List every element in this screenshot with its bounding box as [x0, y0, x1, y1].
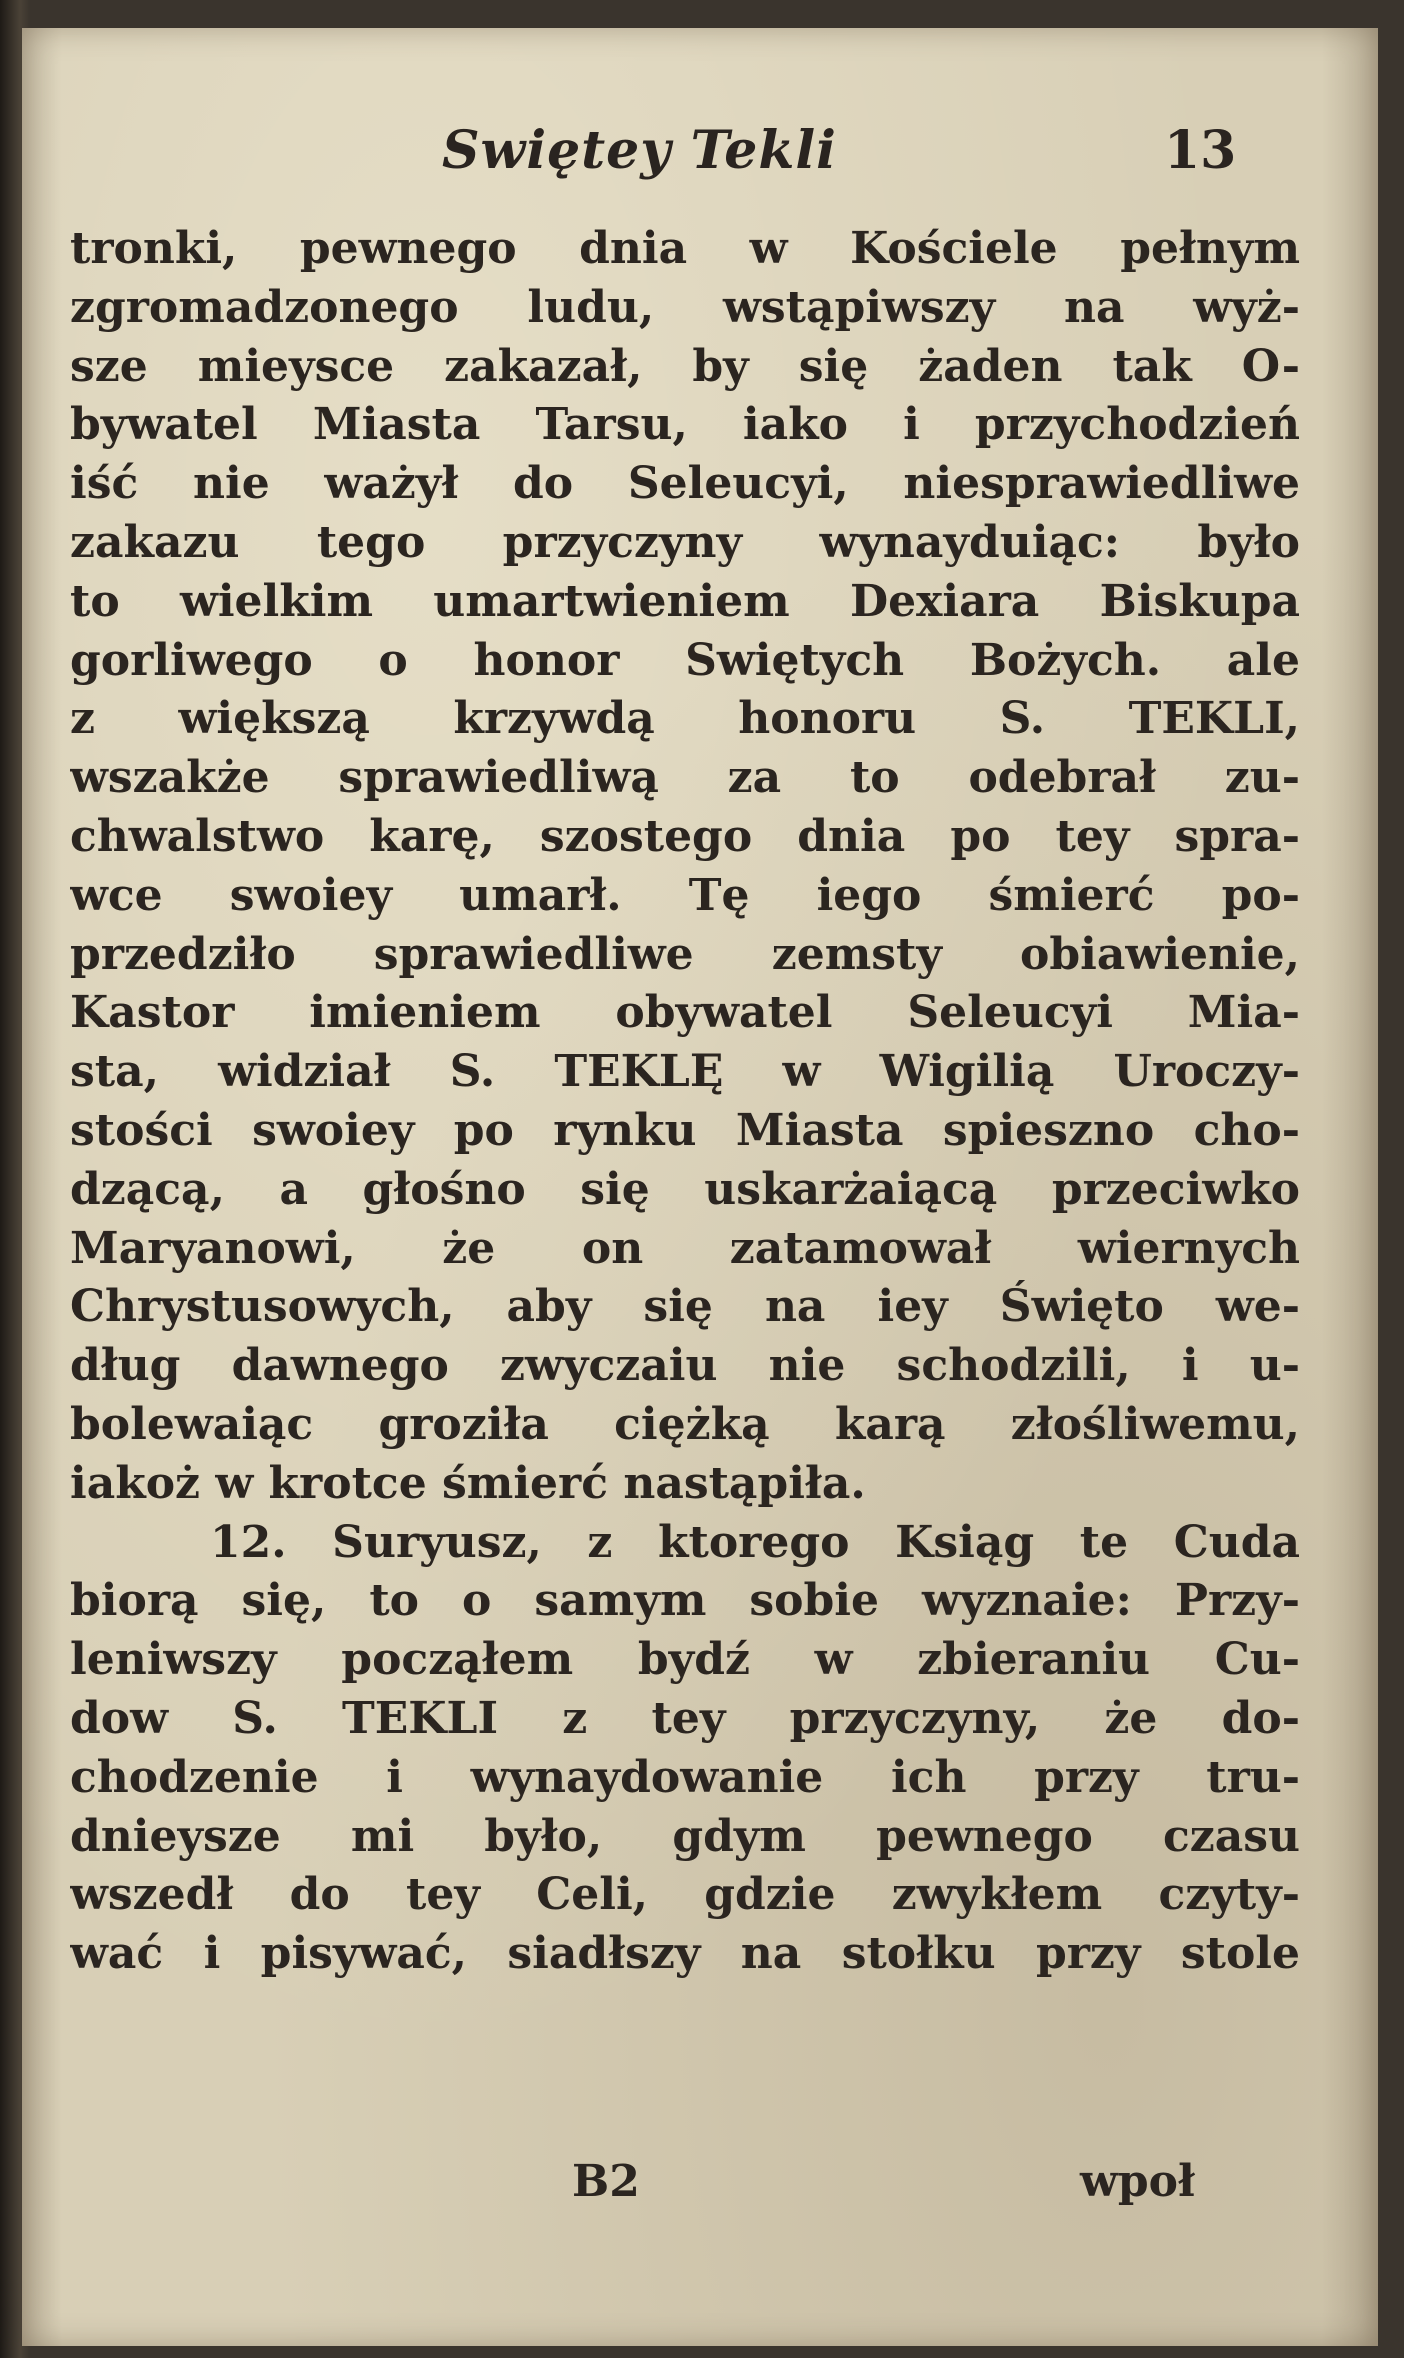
catchword: wpoł	[1080, 2156, 1195, 2207]
text-line: chodzenie i wynaydowanie ich przy tru-	[70, 1751, 1300, 1803]
text-line: chwalstwo karę, szostego dnia po tey spra-	[70, 810, 1300, 862]
text-line: gorliwego o honor Swiętych Bożych. ale	[70, 634, 1300, 686]
text-line: dług dawnego zwyczaiu nie schodzili, i u-	[70, 1340, 1300, 1392]
text-line: Maryanowi, że on zatamował wiernych	[70, 1222, 1300, 1274]
text-line: zakazu tego przyczyny wynayduiąc: było	[70, 516, 1300, 568]
text-line: sze mieysce zakazał, by się żaden tak O-	[70, 340, 1300, 392]
text-line: przedziło sprawiedliwe zemsty obiawienie,	[70, 928, 1300, 980]
page-number: 13	[1164, 120, 1237, 181]
text-line: sta, widział S. TEKLĘ w Wigilią Uroczy-	[70, 1046, 1300, 1098]
body-text	[70, 220, 1300, 1984]
page-sheet	[22, 28, 1378, 2346]
text-line: stości swoiey po rynku Miasta spieszno cho-	[70, 1104, 1300, 1156]
text-line: dow S. TEKLI z tey przyczyny, że do-	[70, 1692, 1300, 1744]
text-line: tronki, pewnego dnia w Kościele pełnym	[70, 223, 1300, 274]
running-title: Swiętey Tekli	[442, 120, 837, 181]
text-line: wać i pisywać, siadłszy na stołku przy stole	[70, 1928, 1300, 1980]
text-line: bolewaiąc groziła ciężką karą złośliwemu,	[70, 1398, 1300, 1450]
text-line: dzącą, a głośno się uskarżaiącą przeciwko	[70, 1163, 1300, 1215]
text-line: Kastor imieniem obywatel Seleucyi Mia-	[70, 987, 1300, 1039]
text-line: Chrystusowych, aby się na iey Święto we-	[70, 1281, 1300, 1333]
text-line: dnieysze mi było, gdym pewnego czasu	[70, 1810, 1300, 1862]
page-header	[22, 120, 1378, 200]
text-line: wszakże sprawiedliwą za to odebrał zu-	[70, 752, 1300, 804]
text-line: to wielkim umartwieniem Dexiara Biskupa	[70, 575, 1300, 627]
text-line: wce swoiey umarł. Tę iego śmierć po-	[70, 869, 1300, 921]
text-line: bywatel Miasta Tarsu, iako i przychodzień	[70, 399, 1300, 451]
text-line: wszedł do tey Celi, gdzie zwykłem czyty-	[70, 1869, 1300, 1921]
text-line: z większą krzywdą honoru S. TEKLI,	[70, 693, 1300, 745]
text-line: zgromadzonego ludu, wstąpiwszy na wyż-	[70, 281, 1300, 333]
paragraph-start-line: 12. Suryusz, z ktorego Ksiąg te Cuda	[210, 1516, 1300, 1568]
text-line: leniwszy począłem bydź w zbieraniu Cu-	[70, 1634, 1300, 1686]
signature-mark: B2	[572, 2156, 640, 2207]
text-line: iść nie ważył do Seleucyi, niesprawiedliwe	[70, 458, 1300, 510]
paragraph-end-line: iakoż w krotce śmierć nastąpiła.	[70, 1457, 866, 1509]
page-footer	[22, 2156, 1378, 2226]
text-line: biorą się, to o samym sobie wyznaie: Przy-	[70, 1575, 1300, 1627]
